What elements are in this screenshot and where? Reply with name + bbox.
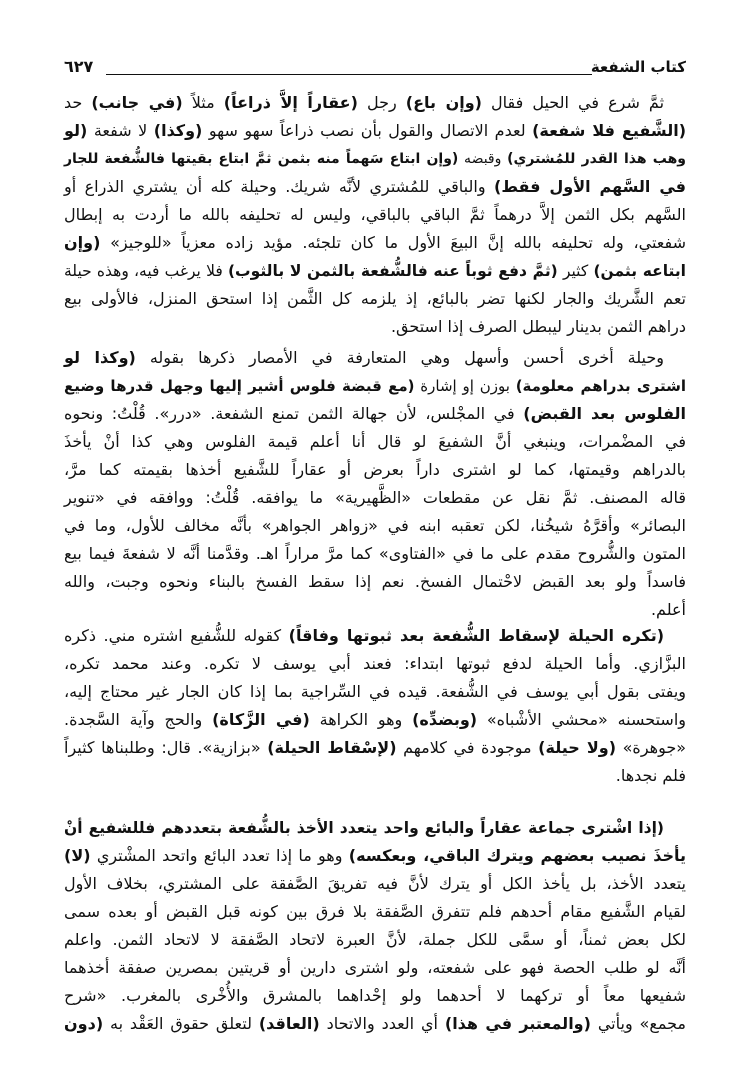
text-line bbox=[64, 926, 686, 954]
commentary-text: وحيلة أخرى أحسن وأسهل وهي المتعارفة في الأمصار ذكرها بقوله bbox=[135, 348, 664, 367]
matn-bold-text: (وإن bbox=[64, 233, 101, 252]
commentary-text: لتعلق حقوق العَقْد به bbox=[103, 1014, 259, 1033]
commentary-text: والباقي للمُشتري لأنَّه شريك. وحيلة كله أن يشتري الذراع أو bbox=[64, 177, 494, 196]
matn-bold-text: (إذا اشْترى جماعة عقاراً والبائع واحد يتعدد الأخذ بالشُّفعة بتعددهم فللشفيع أنْ bbox=[64, 819, 664, 837]
commentary-text: أنَّه لو طلب الحصة فهو على شفعته، ولو اشترى دارين أو قريتين بمصرين صفقة أخذهما bbox=[64, 958, 686, 977]
text-line bbox=[64, 257, 686, 285]
matn-bold-text: الفلوس بعد القبض) bbox=[523, 404, 687, 423]
matn-bold-text: في السَّهم الأول فقط) bbox=[494, 177, 686, 196]
text-line bbox=[64, 1010, 686, 1038]
text-line bbox=[64, 622, 686, 650]
text-line bbox=[64, 540, 686, 568]
commentary-text: «بزازية». قال: وطلبناها كثيراً bbox=[64, 738, 268, 757]
commentary-text: يتعدد الأخذ، بل يأخذ الكل أو يترك لأنَّ فيه تفريقَ الصَّفقة على المشتري، بخلاف الأول bbox=[64, 874, 686, 893]
commentary-text: كقوله للشُّفيع اشتره مني. ذكره bbox=[64, 626, 289, 645]
matn-bold-text: (ثمَّ دفع ثوباً عنه فالشُّفعة بالثمن لا بالثوب) bbox=[227, 262, 558, 280]
matn-bold-text: (لإسْقاط الحيلة) bbox=[267, 738, 397, 757]
commentary-text: دراهم الثمن بدينار ليبطل الصرف إذا استحق. bbox=[390, 317, 686, 336]
header-rule bbox=[106, 74, 592, 75]
matn-bold-text: (وإن باع) bbox=[405, 93, 482, 112]
text-line bbox=[64, 484, 686, 512]
commentary-text: أعلم. bbox=[650, 600, 686, 619]
commentary-text: مجمع» ويأتي bbox=[590, 1014, 687, 1033]
text-line bbox=[64, 842, 686, 870]
matn-bold-text: (مع قبضة فلوس أشير إليها وجهل قدرها وضيع bbox=[64, 377, 415, 395]
text-line bbox=[64, 117, 686, 145]
matn-bold-text: اشترى بدراهم معلومة) bbox=[515, 377, 687, 395]
matn-bold-text: (في الزَّكاة) bbox=[212, 710, 310, 729]
matn-bold-text: ابتاعه بثمن) bbox=[593, 262, 686, 280]
commentary-text: حد bbox=[64, 93, 92, 112]
matn-bold-text: (دون bbox=[64, 1014, 104, 1033]
text-line bbox=[64, 596, 686, 624]
matn-bold-text: (لو bbox=[64, 121, 88, 140]
matn-bold-text: (لا) bbox=[64, 846, 91, 865]
text-line bbox=[64, 372, 686, 400]
commentary-text: وقبضه bbox=[458, 151, 508, 167]
text-line bbox=[64, 285, 686, 313]
commentary-text: والحج وآية السَّجدة. bbox=[64, 710, 213, 729]
text-line bbox=[64, 982, 686, 1010]
text-line bbox=[64, 568, 686, 596]
matn-bold-text: (والمعتبر في هذا) bbox=[444, 1014, 591, 1033]
text-line bbox=[64, 762, 686, 790]
paragraph-stratagems bbox=[64, 89, 686, 341]
matn-bold-text: (العاقد) bbox=[258, 1014, 320, 1033]
matn-bold-text: يأخذَ نصيب بعضهم ويترك الباقي، وبعكسه) bbox=[348, 846, 687, 865]
commentary-text: فلم نجدها. bbox=[615, 766, 686, 785]
text-line bbox=[64, 706, 686, 734]
commentary-text: واستحسنه «محشي الأشْباه» bbox=[477, 710, 687, 729]
commentary-text: البصائر» وأقرَّهُ شيخُنا، لكن تعقبه ابنه في «زواهر الجواهر» بأنَّه مخالف للأول، وما في bbox=[64, 516, 686, 535]
page-number: ٦٢٧ bbox=[64, 57, 94, 76]
commentary-text: شفيعها معاً أو تركهما لا أحدهما ولو إحْداهما بالمشرق والأُخْرى بالمغرب. «شرح bbox=[64, 986, 686, 1005]
matn-bold-text: (في جانب) bbox=[91, 93, 183, 112]
commentary-text: شفعتي، وله تحليفه بالله إنَّ البيعَ الأول ما كان تلجئه. مؤيد زاده معزياً «للوجيز» bbox=[100, 233, 686, 252]
text-line bbox=[64, 313, 686, 341]
commentary-text: لكل بعض ثمناً، أو سمَّى للكل جملة، لأنَّ العبرة لاتحاد الصَّفقة لا لاتحاد الثمن. واعلم bbox=[64, 930, 686, 949]
commentary-text: كثير bbox=[557, 262, 594, 280]
commentary-text: بالدراهم وقيمتها، كما لو اشترى داراً بعرض أو عقاراً للشَّفيع أخذها بقيمته كما مرَّ، bbox=[64, 460, 686, 479]
text-line bbox=[64, 650, 686, 678]
commentary-text: ثمَّ شرع في الحيل فقال bbox=[481, 93, 665, 112]
commentary-text: قاله المصنف. ثمَّ نقل عن مقطعات «الظَّهيرية» ما يوافقه. قُلْتُ: ووافقه في «تنوير bbox=[64, 488, 686, 507]
matn-bold-text: (ولا حيلة) bbox=[538, 738, 617, 757]
commentary-text: تعم الشَّريك والجار لكنها تضر بالبائع، إذ يلزمه كل الثَّمن إذا استحق المنزل، فالأولى بيع bbox=[64, 289, 686, 308]
text-line bbox=[64, 428, 686, 456]
commentary-text: في المضْمرات، وينبغي أنَّ الشفيعَ لو قال أنا أعلم قيمة الفلوس وهي كذا أنْ يأخذَ bbox=[64, 432, 686, 451]
commentary-text: «جوهرة» bbox=[616, 738, 687, 757]
commentary-text: بوزن إو إشارة bbox=[414, 377, 516, 395]
text-line bbox=[64, 870, 686, 898]
matn-bold-text: (وبضدِّه) bbox=[412, 710, 478, 729]
commentary-text: ويفتى بقول أبي يوسف في الشُّفعة. قيده في السِّراجية بما إذا كان الجار غير محتاج إليه، bbox=[64, 682, 686, 701]
paragraph-disliked-stratagem bbox=[64, 622, 686, 790]
text-line bbox=[64, 89, 686, 117]
commentary-text: أي العدد والاتحاد bbox=[319, 1014, 445, 1033]
commentary-text: في المجْلس، لأن جهالة الثمن تمنع الشفعة. «درر». قُلْتُ: ونحوه bbox=[64, 404, 524, 423]
matn-bold-text: (الشَّفيع فلا شفعة) bbox=[532, 121, 686, 140]
commentary-text: السَّهم بكل الثمن إلاَّ درهماً ثمَّ الباقي بالباقي، وليس له تحليفه بالله ما أردت به إبطال bbox=[64, 205, 686, 224]
chapter-title: كتاب الشفعة bbox=[590, 58, 686, 76]
commentary-text: مثلاً bbox=[182, 93, 224, 112]
paragraph-multiple-buyers bbox=[64, 814, 686, 1038]
text-line bbox=[64, 814, 686, 842]
text-line bbox=[64, 229, 686, 257]
commentary-text: لقيام الشَّفيع مقام أحدهم فلم تتفرق الصَّفقة بلا فرق بين كونه قبل القبض أو بعده سمى bbox=[64, 902, 686, 921]
commentary-text: رجل bbox=[357, 93, 406, 112]
matn-bold-text: (وكذا لو bbox=[64, 348, 136, 367]
matn-bold-text: وهب هذا القدر للمُشتري) bbox=[507, 151, 687, 167]
matn-bold-text: (وإن ابتاع سَهماً منه بثمن ثمَّ ابتاع بقيتها فالشُّفعة للجار bbox=[64, 151, 459, 167]
text-line bbox=[64, 201, 686, 229]
text-line bbox=[64, 678, 686, 706]
text-line bbox=[64, 145, 686, 173]
text-line bbox=[64, 173, 686, 201]
text-line bbox=[64, 734, 686, 762]
commentary-text: موجودة في كلامهم bbox=[396, 738, 539, 757]
text-line bbox=[64, 400, 686, 428]
commentary-text: البزَّازي. وأما الحيلة لدفع ثبوتها ابتداء: فعند أبي يوسف لا تكره. وعند محمد تكره، bbox=[64, 654, 686, 673]
matn-bold-text: (وكذا) bbox=[153, 121, 203, 140]
text-line bbox=[64, 344, 686, 372]
commentary-text: لعدم الاتصال والقول بأن نصب ذراعاً سهو سهو bbox=[202, 121, 533, 140]
text-line bbox=[64, 456, 686, 484]
paragraph-another-stratagem bbox=[64, 344, 686, 624]
commentary-text: المتون والشُّروح مقدم على ما في «الفتاوى» كما مرَّ مراراً اهـ. وقدَّمنا أنَّه لا شفعةَ فيما بيع bbox=[64, 544, 686, 563]
commentary-text: فاسداً ولو بعد القبض لاحْتمال الفسخ. نعم إذا سقط الفسخ بالبناء ونحوه وجبت، والله bbox=[64, 572, 686, 591]
text-line bbox=[64, 512, 686, 540]
commentary-text: وهو ما إذا تعدد البائع واتحد المشْتري bbox=[90, 846, 349, 865]
text-line bbox=[64, 954, 686, 982]
text-line bbox=[64, 898, 686, 926]
matn-bold-text: (عقاراً إلاَّ ذراعاً) bbox=[223, 93, 358, 112]
commentary-text: لا شفعة bbox=[87, 121, 154, 140]
matn-bold-text: (تكره الحيلة لإسقاط الشُّفعة بعد ثبوتها وفاقاً) bbox=[288, 626, 665, 645]
commentary-text: وهو الكراهة bbox=[309, 710, 413, 729]
commentary-text: فلا يرغب فيه، وهذه حيلة bbox=[64, 262, 228, 280]
